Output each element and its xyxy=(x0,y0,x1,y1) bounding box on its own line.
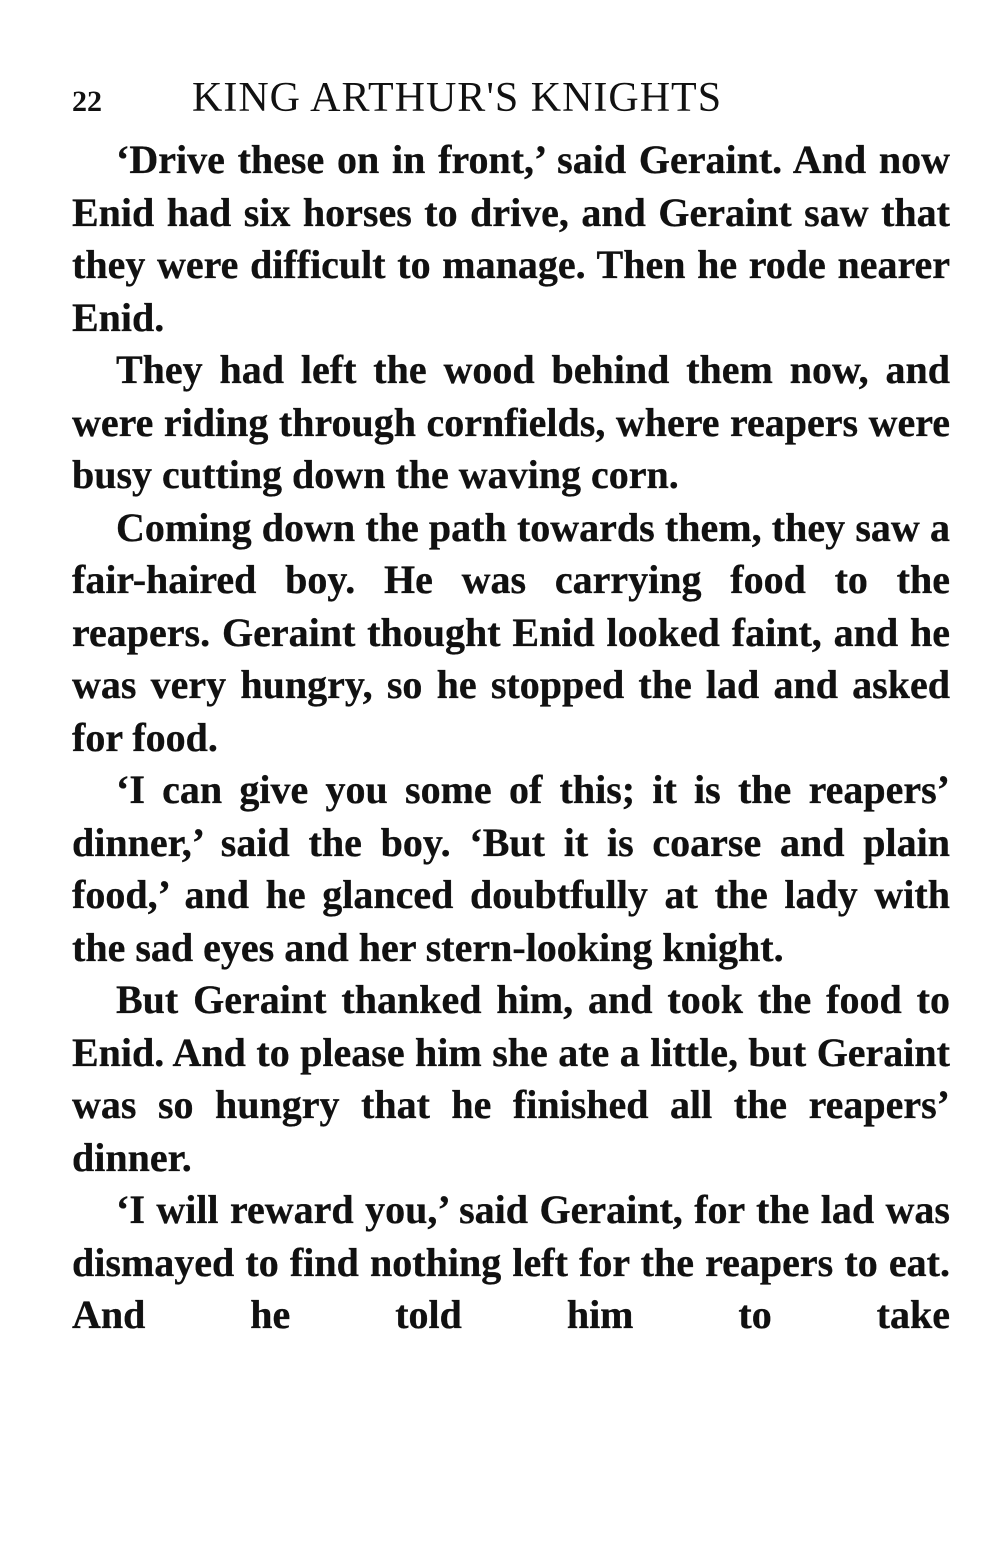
book-title: KING ARTHUR'S KNIGHTS xyxy=(192,75,723,121)
paragraph: But Geraint thanked him, and took the food to Enid. And to please him she ate a little, but Geraint was so hungry that he finished all the reapers’ dinner. xyxy=(72,977,950,1180)
paragraph: Coming down the path towards them, they saw a fair-haired boy. He was carrying food to the reapers. Geraint thought Enid looked faint, and he was very hungry, so he stopped the lad and asked for food. xyxy=(72,504,950,760)
page-number: 22 xyxy=(72,85,102,118)
paragraph: ‘I will reward you,’ said Geraint, for the lad was dismayed to find nothing left for the reapers to eat. And he told him to take xyxy=(72,1187,950,1337)
paragraph: ‘I can give you some of this; it is the reapers’ dinner,’ said the boy. ‘But it is coarse and plain food,’ and he glanced doubtfully at the lady with the sad eyes and her stern-looking knight. xyxy=(72,767,950,970)
book-page xyxy=(72,74,950,1342)
running-head xyxy=(72,74,950,132)
paragraph: ‘Drive these on in front,’ said Geraint. And now Enid had six horses to drive, and Geraint saw that they were difficult to manage. Then he rode nearer Enid. xyxy=(72,137,950,340)
body-text xyxy=(72,134,950,1342)
paragraph: They had left the wood behind them now, and were riding through cornfields, where reapers were busy cutting down the waving corn. xyxy=(72,347,950,497)
